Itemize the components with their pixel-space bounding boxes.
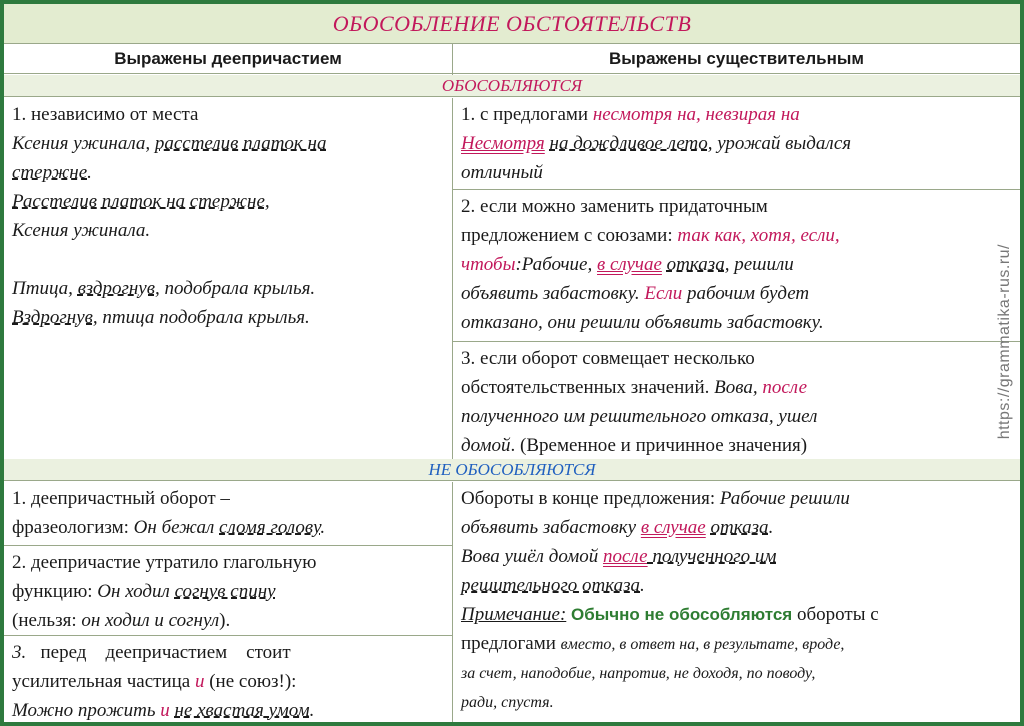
example-line: Ксения ужинала, расстелив платок на bbox=[12, 133, 327, 154]
left-rule-independent bbox=[4, 98, 452, 458]
example-line: Расстелив платок на стержне, bbox=[12, 191, 270, 212]
page-title: ОБОСОБЛЕНИЕ ОБСТОЯТЕЛЬСТВ bbox=[4, 4, 1020, 44]
left-rule-lost-verb-function: 2. деепричастие утратило глагольную функцию: Он ходил согнув спину (нельзя: он ходил и согнул). bbox=[12, 552, 317, 631]
left-rule-idiom: 1. деепричастный оборот – фразеологизм: Он бежал сломя голову. bbox=[12, 488, 326, 538]
example-line: стержне. bbox=[12, 162, 92, 183]
divider bbox=[4, 545, 452, 546]
divider bbox=[452, 98, 453, 459]
right-rule-replaceable: 2. если можно заменить придаточным предложением с союзами: так как, хотя, если, чтобы:Рабочие, в случае отказа, решили объявить забастовку. Если рабочим будет отказано, они решили объявить забастовку. bbox=[461, 196, 840, 333]
right-rule-combined-meanings: 3. если оборот совмещает несколько обстоятельственных значений. Вова, после полученного им решительного отказа, ушел домой. (Временное и причинное значения) bbox=[461, 348, 818, 456]
column-header-noun: Выражены существительным bbox=[453, 44, 1020, 74]
rule-text: 1. независимо от места bbox=[12, 104, 199, 125]
example-line: Птица, вздрогнув, подобрала крылья. bbox=[12, 278, 316, 299]
divider bbox=[452, 44, 453, 75]
divider bbox=[453, 341, 1020, 342]
band-not-separated: НЕ ОБОСОБЛЯЮТСЯ bbox=[4, 459, 1020, 481]
right-rule-end-of-sentence: Обороты в конце предложения: Рабочие решили объявить забастовку в случае отказа. Вова ушёл домой после полученного им решительного отказа. Примечание: Обычно не обособляются обороты с предлогами вместо, в ответ на, в результате, вроде, за счет, наподобие, напротив, не доходя, по поводу, ради, спустя. bbox=[453, 482, 1020, 722]
watermark: https://grammatika-rus.ru/ bbox=[996, 244, 1013, 440]
example-line: отличный bbox=[461, 162, 543, 183]
column-header-participle: Выражены деепричастием bbox=[4, 44, 452, 74]
left-rule-particle: 3. перед деепричастием стоит усилительная частица и (не союз!): Можно прожить и не хвастая умом. bbox=[12, 642, 315, 721]
example-line: Ксения ужинала. bbox=[12, 220, 151, 241]
divider bbox=[4, 635, 452, 636]
right-rule-prepositions bbox=[453, 98, 1020, 188]
rules-table bbox=[4, 4, 1020, 722]
rule-text: 1. с предлогами несмотря на, невзирая на bbox=[461, 104, 800, 125]
example-line: Несмотря на дождливое лето, урожай выдался bbox=[461, 133, 852, 154]
band-separated: ОБОСОБЛЯЮТСЯ bbox=[4, 75, 1020, 97]
divider bbox=[453, 189, 1020, 190]
divider bbox=[452, 482, 453, 722]
note: Примечание: Обычно не обособляются обороты с bbox=[461, 604, 879, 625]
example-line: Вздрогнув, птица подобрала крылья. bbox=[12, 307, 310, 328]
